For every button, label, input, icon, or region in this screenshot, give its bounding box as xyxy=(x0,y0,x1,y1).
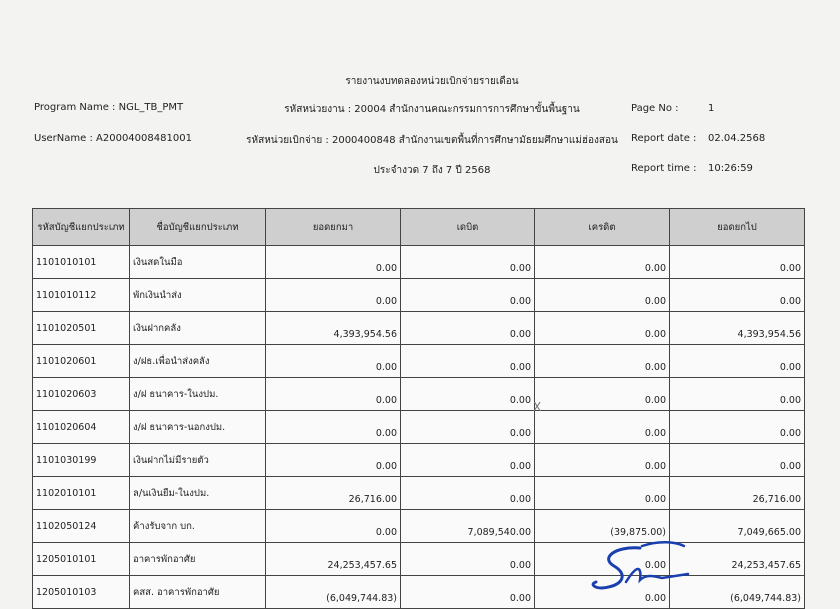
cell-debit: 0.00 xyxy=(401,576,535,609)
report-date-label: Report date : xyxy=(631,133,697,144)
table-row xyxy=(33,279,805,312)
report-time-label: Report time : xyxy=(631,163,697,174)
header-account-code: รหัสบัญชีแยกประเภท xyxy=(33,209,130,246)
header-credit: เครดิต xyxy=(535,209,670,246)
cell-credit: 0.00 xyxy=(535,543,670,576)
table-row xyxy=(33,246,805,279)
cell-carried-forward: 0.00 xyxy=(670,378,805,411)
cell-credit: (39,875.00) xyxy=(535,510,670,543)
report-title: รายงานงบทดลองหน่วยเบิกจ่ายรายเดือน xyxy=(345,76,519,87)
table-header-row xyxy=(33,209,805,246)
cell-credit: 0.00 xyxy=(535,444,670,477)
cell-account-name: ค้างรับจาก บก. xyxy=(130,510,266,543)
cell-account-name: เงินฝากคลัง xyxy=(130,312,266,345)
cell-debit: 0.00 xyxy=(401,477,535,510)
cell-carried-forward: 0.00 xyxy=(670,345,805,378)
cell-account-name: ง/ฝ ธนาคาร-นอกงปม. xyxy=(130,411,266,444)
cell-debit: 7,089,540.00 xyxy=(401,510,535,543)
cell-brought-forward: 0.00 xyxy=(266,246,401,279)
cell-brought-forward: 0.00 xyxy=(266,279,401,312)
cell-credit: 0.00 xyxy=(535,312,670,345)
cell-account-name: พักเงินนำส่ง xyxy=(130,279,266,312)
cell-brought-forward: 0.00 xyxy=(266,345,401,378)
cell-account-code: 1101020603 xyxy=(33,378,130,411)
table-row xyxy=(33,345,805,378)
table-row xyxy=(33,312,805,345)
cell-brought-forward: 0.00 xyxy=(266,411,401,444)
cell-account-name: ล/นเงินยืม-ในงปม. xyxy=(130,477,266,510)
header-carried-forward: ยอดยกไป xyxy=(670,209,805,246)
cell-brought-forward: 26,716.00 xyxy=(266,477,401,510)
cell-debit: 0.00 xyxy=(401,444,535,477)
cell-debit: 0.00 xyxy=(401,543,535,576)
cell-carried-forward: 0.00 xyxy=(670,444,805,477)
cell-carried-forward: 24,253,457.65 xyxy=(670,543,805,576)
cell-account-name: อาคารพักอาศัย xyxy=(130,543,266,576)
cell-brought-forward: 0.00 xyxy=(266,378,401,411)
report-time-value: 10:26:59 xyxy=(708,163,753,174)
report-date-value: 02.04.2568 xyxy=(708,133,766,144)
cell-brought-forward: 24,253,457.65 xyxy=(266,543,401,576)
cell-carried-forward: 4,393,954.56 xyxy=(670,312,805,345)
table-row xyxy=(33,444,805,477)
cell-carried-forward: 7,049,665.00 xyxy=(670,510,805,543)
table-row xyxy=(33,378,805,411)
user-name: UserName : A20004008481001 xyxy=(34,133,192,144)
cell-carried-forward: 0.00 xyxy=(670,411,805,444)
cell-carried-forward: (6,049,744.83) xyxy=(670,576,805,609)
cell-account-code: 1205010101 xyxy=(33,543,130,576)
unit-code: รหัสหน่วยงาน : 20004 สำนักงานคณะกรรมการการศึกษาขั้นพื้นฐาน xyxy=(284,104,580,115)
cell-account-name: เงินฝากไม่มีรายตัว xyxy=(130,444,266,477)
cell-debit: 0.00 xyxy=(401,378,535,411)
cell-account-name: เงินสดในมือ xyxy=(130,246,266,279)
cell-account-name: ง/ฝ ธนาคาร-ในงปม. xyxy=(130,378,266,411)
cell-debit: 0.00 xyxy=(401,312,535,345)
page-no-value: 1 xyxy=(708,103,715,114)
cell-credit: 0.00 xyxy=(535,477,670,510)
cell-debit: 0.00 xyxy=(401,345,535,378)
cell-carried-forward: 26,716.00 xyxy=(670,477,805,510)
header-brought-forward: ยอดยกมา xyxy=(266,209,401,246)
cell-brought-forward: (6,049,744.83) xyxy=(266,576,401,609)
x-mark: X xyxy=(533,400,542,414)
report-period: ประจำงวด 7 ถึง 7 ปี 2568 xyxy=(373,165,491,176)
header-debit: เดบิต xyxy=(401,209,535,246)
cell-carried-forward: 0.00 xyxy=(670,246,805,279)
cell-credit: 0.00 xyxy=(535,411,670,444)
table-row xyxy=(33,411,805,444)
cell-account-code: 1101010101 xyxy=(33,246,130,279)
cell-credit: 0.00 xyxy=(535,279,670,312)
cell-account-code: 1101030199 xyxy=(33,444,130,477)
cell-debit: 0.00 xyxy=(401,246,535,279)
cell-credit: 0.00 xyxy=(535,378,670,411)
cell-account-code: 1102010101 xyxy=(33,477,130,510)
signature xyxy=(580,536,700,596)
program-name: Program Name : NGL_TB_PMT xyxy=(34,102,184,113)
cell-account-code: 1101010112 xyxy=(33,279,130,312)
cell-brought-forward: 4,393,954.56 xyxy=(266,312,401,345)
cell-account-code: 1102050124 xyxy=(33,510,130,543)
cell-debit: 0.00 xyxy=(401,411,535,444)
disbursing-unit: รหัสหน่วยเบิกจ่าย : 2000400848 สำนักงานเขตพื้นที่การศึกษามัธยมศึกษาแม่ฮ่องสอน xyxy=(246,135,618,146)
page-no-label: Page No : xyxy=(631,103,679,114)
cell-credit: 0.00 xyxy=(535,576,670,609)
table-row xyxy=(33,477,805,510)
cell-account-code: 1205010103 xyxy=(33,576,130,609)
cell-account-name: คสส. อาคารพักอาศัย xyxy=(130,576,266,609)
header-account-name: ชื่อบัญชีแยกประเภท xyxy=(130,209,266,246)
cell-account-code: 1101020604 xyxy=(33,411,130,444)
cell-account-name: ง/ฝธ.เพื่อนำส่งคลัง xyxy=(130,345,266,378)
cell-account-code: 1101020501 xyxy=(33,312,130,345)
cell-debit: 0.00 xyxy=(401,279,535,312)
cell-carried-forward: 0.00 xyxy=(670,279,805,312)
cell-brought-forward: 0.00 xyxy=(266,510,401,543)
cell-credit: 0.00 xyxy=(535,246,670,279)
cell-account-code: 1101020601 xyxy=(33,345,130,378)
cell-brought-forward: 0.00 xyxy=(266,444,401,477)
cell-credit: 0.00 xyxy=(535,345,670,378)
